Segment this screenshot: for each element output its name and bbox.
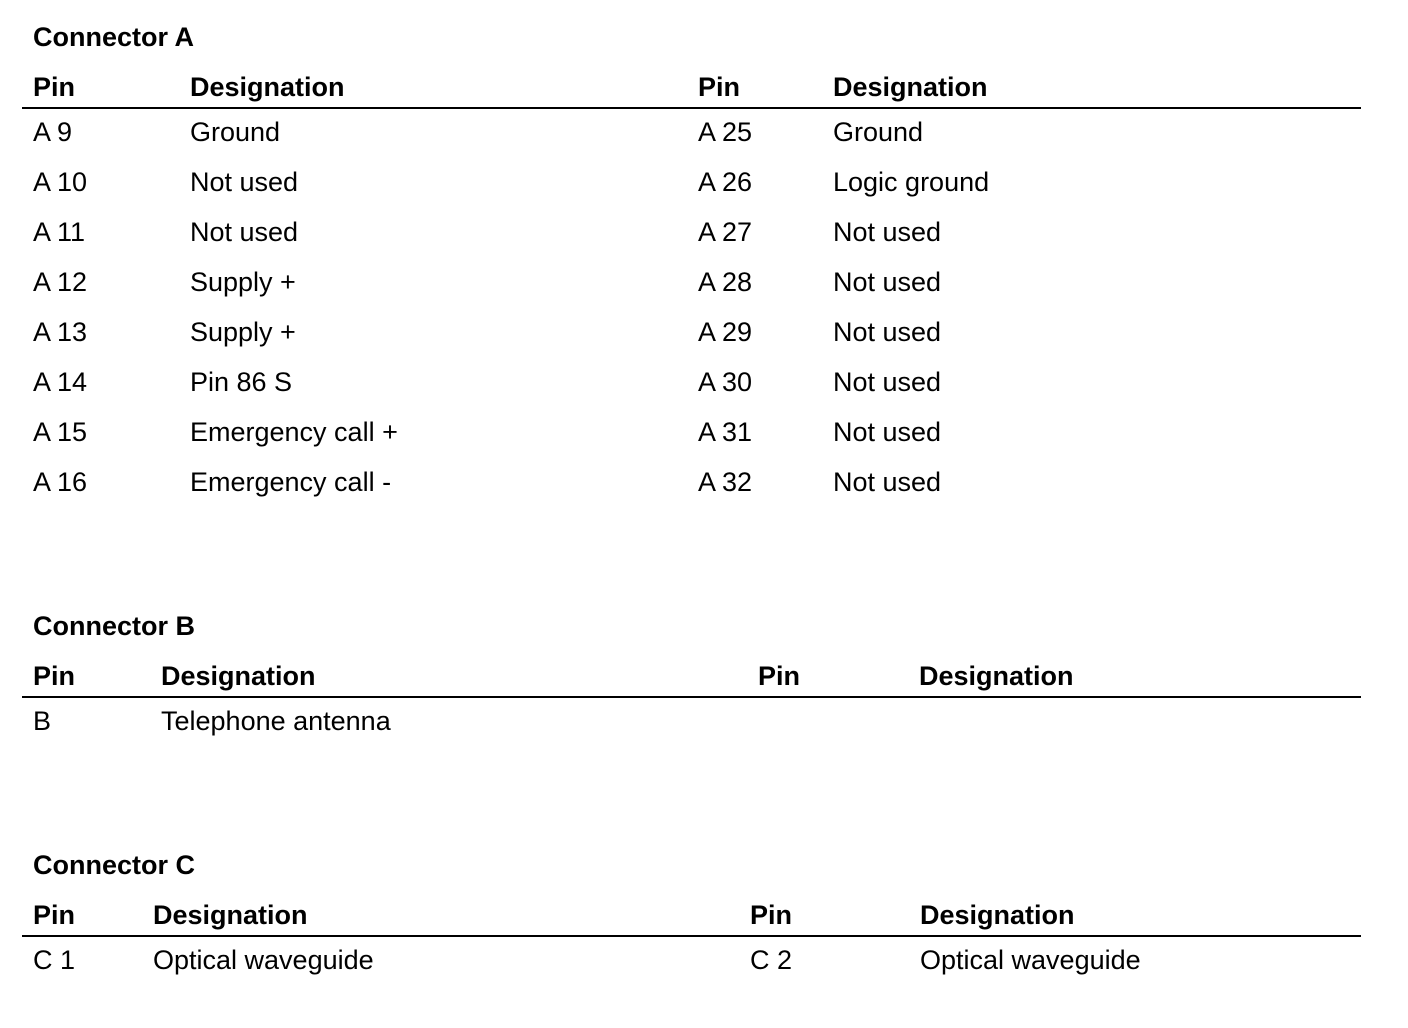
designation-cell: Optical waveguide (153, 945, 374, 975)
pin-cell: A 31 (698, 417, 753, 447)
column-header-pin: Pin (33, 900, 76, 930)
table-header-row (22, 656, 1361, 698)
column-header-designation: Designation (833, 72, 988, 102)
column-header-designation: Designation (919, 661, 1074, 691)
column-header-designation: Designation (153, 900, 308, 930)
designation-cell: Supply + (190, 317, 296, 347)
table-row (22, 109, 1361, 159)
pin-cell: C 2 (750, 945, 793, 975)
designation-cell: Ground (190, 117, 281, 147)
table-row (22, 159, 1361, 209)
designation-cell: Supply + (190, 267, 296, 297)
pin-cell: A 10 (33, 167, 88, 197)
designation-cell: Ground (833, 117, 924, 147)
pin-cell: C 1 (33, 945, 76, 975)
table-row (22, 359, 1361, 409)
designation-cell: Pin 86 S (190, 367, 293, 397)
pin-cell: A 13 (33, 317, 88, 347)
pin-cell: A 26 (698, 167, 753, 197)
pin-cell: A 27 (698, 217, 753, 247)
designation-cell: Not used (833, 317, 942, 347)
designation-cell: Emergency call + (190, 417, 398, 447)
designation-cell: Optical waveguide (920, 945, 1141, 975)
designation-cell: Not used (833, 417, 942, 447)
pin-cell: A 12 (33, 267, 88, 297)
designation-cell: Telephone antenna (161, 706, 391, 736)
column-header-pin: Pin (750, 900, 793, 930)
column-header-pin: Pin (758, 661, 801, 691)
section-title: Connector A (33, 22, 194, 52)
pin-cell: A 16 (33, 467, 88, 497)
column-header-pin: Pin (33, 661, 76, 691)
table-row (22, 698, 1361, 748)
table-row (22, 459, 1361, 509)
column-header-designation: Designation (920, 900, 1075, 930)
designation-cell: Logic ground (833, 167, 990, 197)
column-header-designation: Designation (161, 661, 316, 691)
pin-cell: A 28 (698, 267, 753, 297)
section-title: Connector C (33, 850, 195, 880)
designation-cell: Not used (833, 217, 942, 247)
table-row (22, 209, 1361, 259)
pin-cell: A 29 (698, 317, 753, 347)
pin-cell: A 32 (698, 467, 753, 497)
designation-cell: Not used (190, 167, 299, 197)
pin-cell: B (33, 706, 52, 736)
designation-cell: Not used (833, 367, 942, 397)
table-row (22, 259, 1361, 309)
table-header-row (22, 67, 1361, 109)
pin-cell: A 15 (33, 417, 88, 447)
pin-cell: A 9 (33, 117, 73, 147)
column-header-pin: Pin (698, 72, 741, 102)
pin-cell: A 25 (698, 117, 753, 147)
pin-cell: A 11 (33, 217, 86, 247)
column-header-pin: Pin (33, 72, 76, 102)
pin-cell: A 30 (698, 367, 753, 397)
designation-cell: Not used (833, 267, 942, 297)
pin-cell: A 14 (33, 367, 88, 397)
designation-cell: Not used (833, 467, 942, 497)
designation-cell: Not used (190, 217, 299, 247)
table-row (22, 309, 1361, 359)
section-title: Connector B (33, 611, 195, 641)
table-row (22, 937, 1361, 987)
table-row (22, 409, 1361, 459)
designation-cell: Emergency call - (190, 467, 392, 497)
table-header-row (22, 895, 1361, 937)
column-header-designation: Designation (190, 72, 345, 102)
